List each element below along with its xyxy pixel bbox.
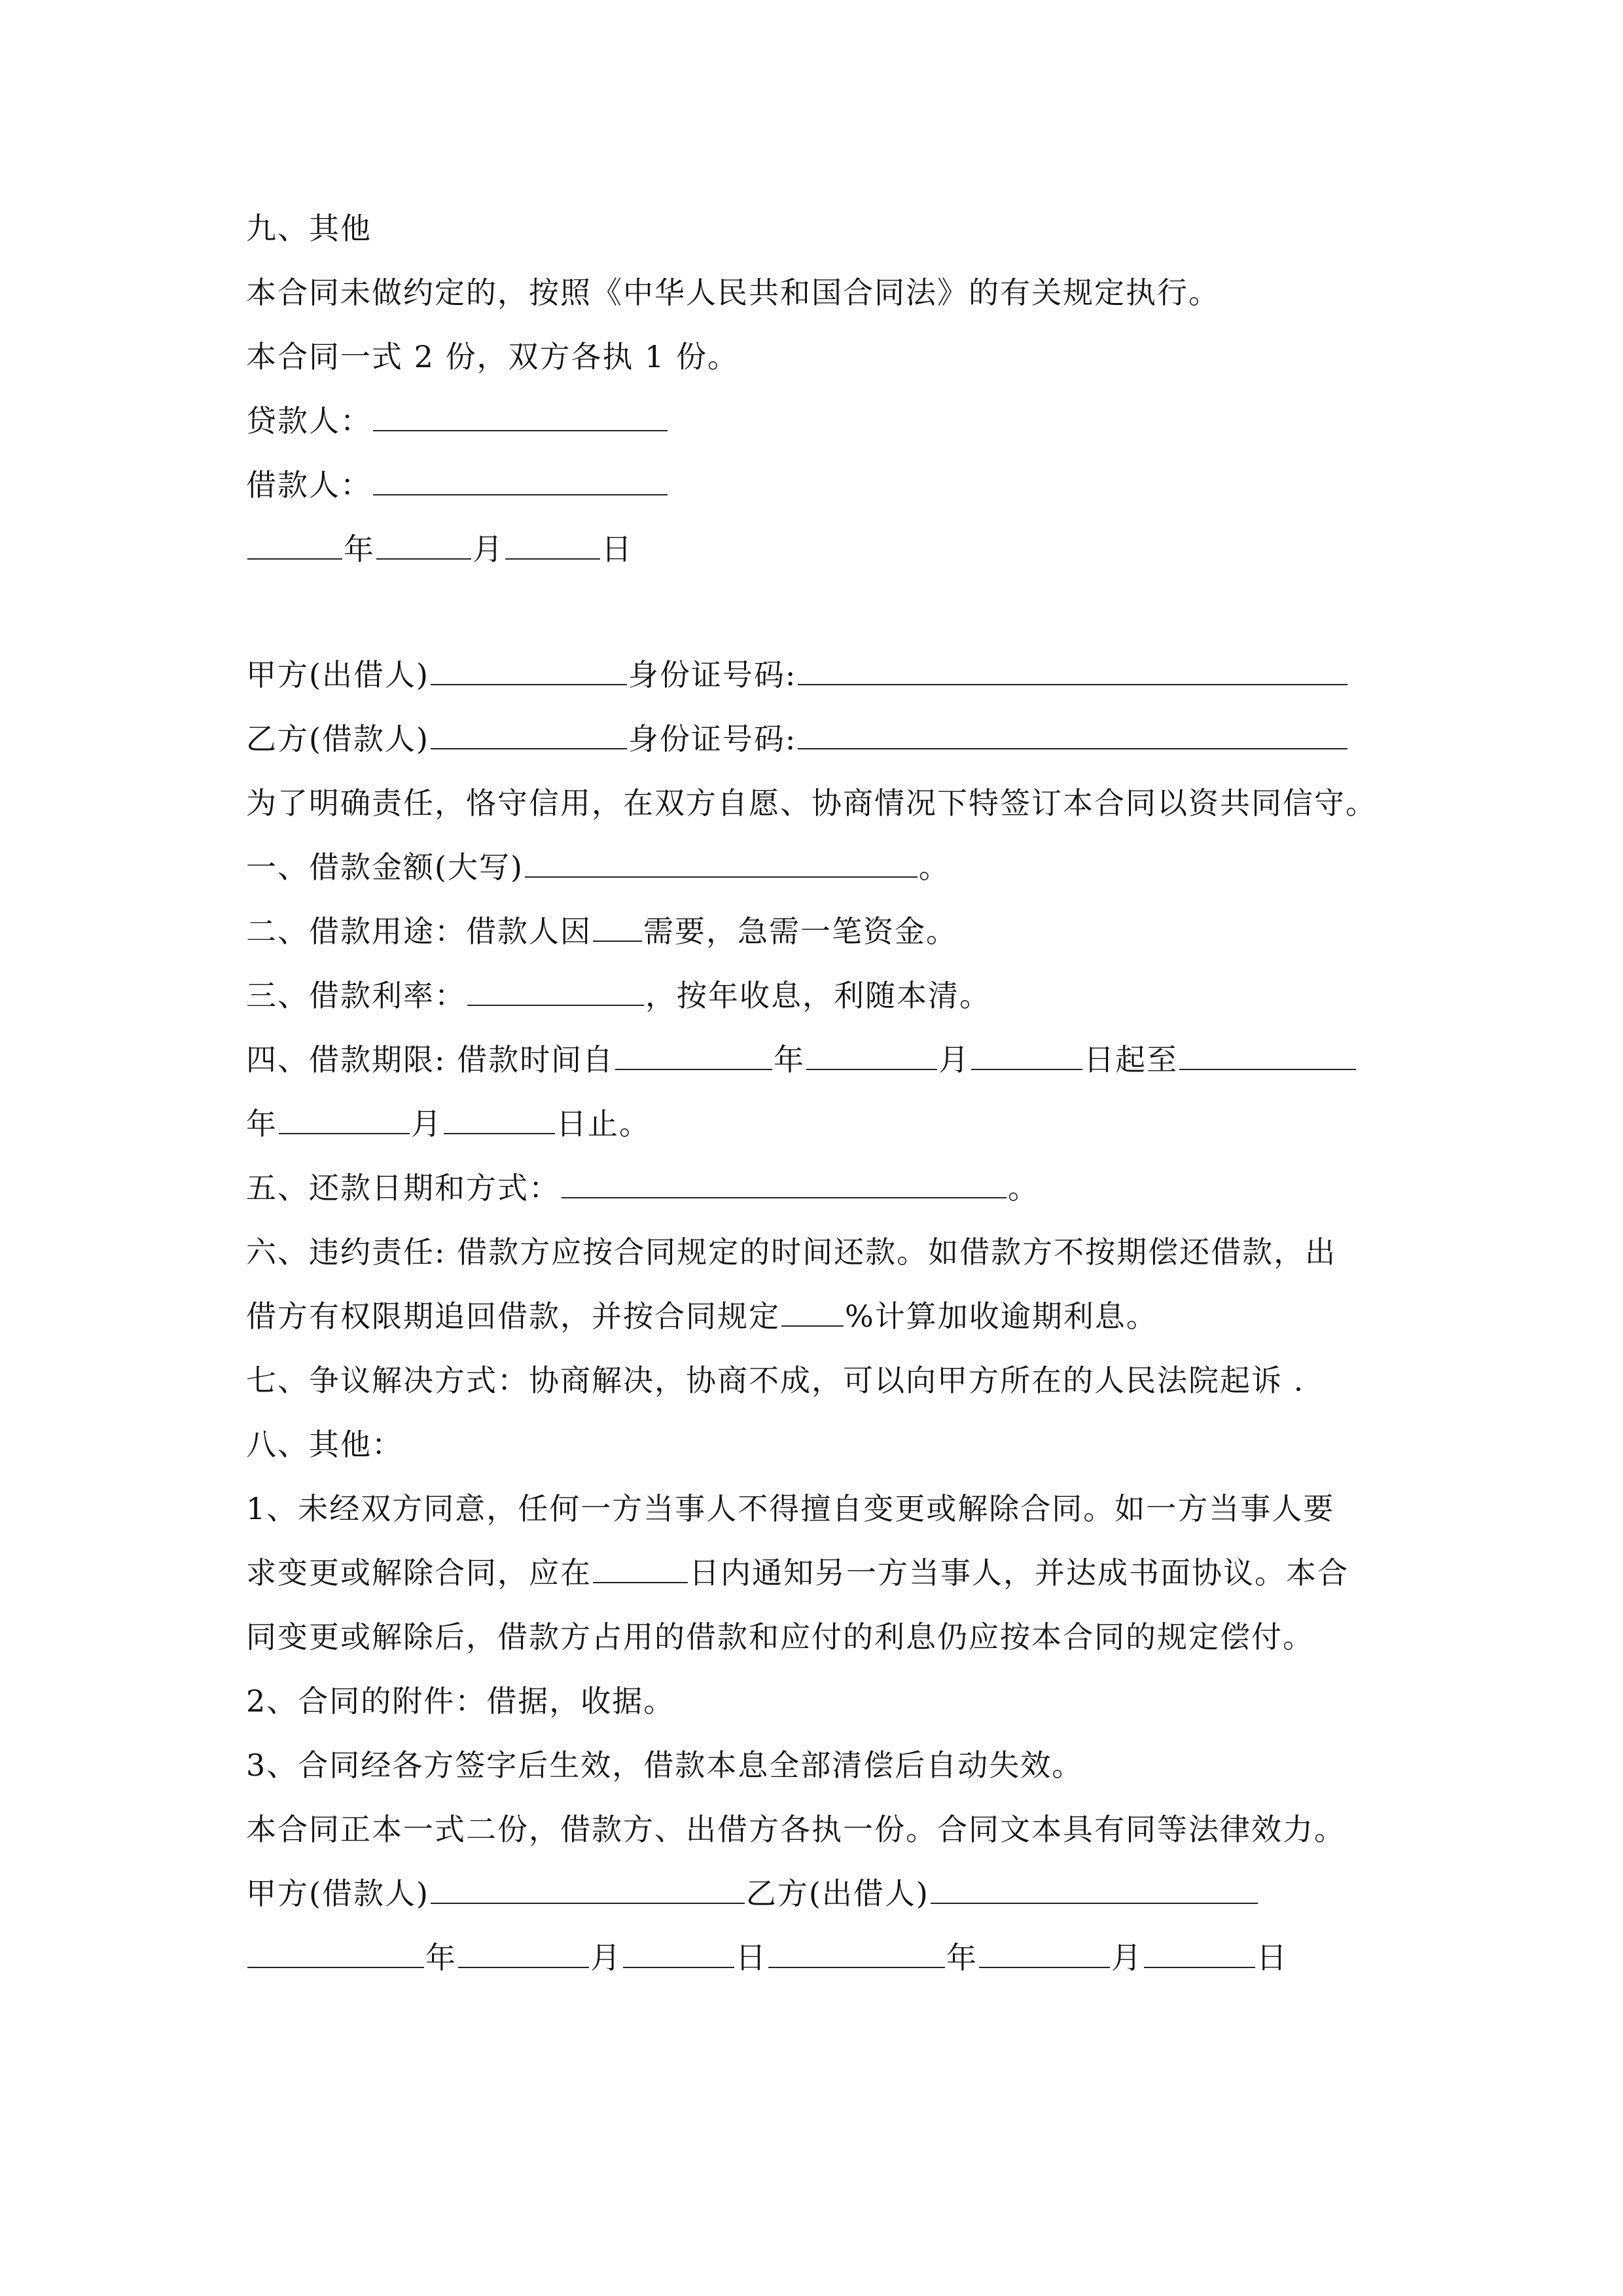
party-b-id-blank[interactable] — [798, 722, 1347, 749]
section-nine-text2: 本合同一式 2 份，双方各执 1 份。 — [246, 339, 740, 374]
term-to-year-blank[interactable] — [1179, 1043, 1356, 1070]
day-blank[interactable] — [505, 532, 600, 560]
borrower-signature-line: 借款人： — [246, 465, 669, 505]
item-3-rate: 三、借款利率： ，按年收息，利随本清。 — [246, 978, 991, 1013]
item-4-term: 四、借款期限: 借款时间自 年 月 日起至 — [246, 1039, 1357, 1080]
purpose-blank[interactable] — [593, 914, 642, 942]
lender-signature-line: 贷款人： — [246, 401, 669, 441]
item-1-amount: 一、借款金额(大写) 。 — [246, 850, 950, 885]
lender-blank[interactable] — [373, 404, 668, 431]
item-7-dispute: 七、争议解决方式：协商解决，协商不成，可以向甲方所在的人民法院起诉 . — [246, 1363, 1305, 1398]
item-8-3: 3、合同经各方签字后生效，借款本息全部清偿后自动失效。 — [246, 1748, 1084, 1783]
item-8-1-line3: 同变更或解除后，借款方占用的借款和应付的利息仍应按本合同的规定偿付。 — [246, 1619, 1314, 1655]
penalty-rate-blank[interactable] — [781, 1299, 844, 1327]
party-a-id-blank[interactable] — [798, 658, 1347, 685]
sign-a-year-blank[interactable] — [247, 1941, 424, 1968]
item-6-line2: 借方有权限期追回借款，并按合同规定 %计算加收逾期利息。 — [246, 1299, 1158, 1334]
sign-a-month-blank[interactable] — [458, 1941, 589, 1968]
item-4-term-cont: 年 月 日止。 — [246, 1106, 651, 1141]
preamble: 为了明确责任，恪守信用，在双方自愿、协商情况下特签订本合同以资共同信守。 — [246, 785, 1377, 821]
rate-blank[interactable] — [467, 978, 644, 1006]
item-8-1-line1: 1、未经双方同意，任何一方当事人不得擅自变更或解除合同。如一方当事人要 — [246, 1491, 1335, 1526]
sign-b-day-blank[interactable] — [1144, 1941, 1255, 1968]
amount-blank[interactable] — [525, 850, 918, 878]
year-blank[interactable] — [247, 532, 342, 560]
signature-line: 甲方(借款人) 乙方(出借人) — [246, 1873, 1259, 1914]
section-nine-title: 九、其他 — [246, 211, 372, 246]
item-8-title: 八、其他： — [246, 1427, 403, 1462]
party-a-line: 甲方(出借人) 身份证号码: — [246, 655, 1349, 695]
section-nine-text1: 本合同未做约定的，按照《中华人民共和国合同法》的有关规定执行。 — [246, 275, 1220, 310]
item-8-1-line2: 求变更或解除合同，应在 日内通知另一方当事人，并达成书面协议。本合 — [246, 1555, 1349, 1590]
notice-days-blank[interactable] — [593, 1556, 688, 1583]
sign-b-month-blank[interactable] — [979, 1941, 1110, 1968]
signature-date-line: 年 月 日 年 月 日 — [246, 1937, 1288, 1978]
sign-b-blank[interactable] — [931, 1876, 1258, 1904]
month-blank[interactable] — [376, 532, 471, 560]
party-b-line: 乙方(借款人) 身份证号码: — [246, 719, 1349, 759]
closing-statement: 本合同正本一式二份，借款方、出借方各执一份。合同文本具有同等法律效力。 — [246, 1812, 1346, 1847]
term-from-month-blank[interactable] — [806, 1043, 937, 1070]
sign-a-day-blank[interactable] — [623, 1941, 734, 1968]
item-6-line1: 六、违约责任: 借款方应按合同规定的时间还款。如借款方不按期偿还借款，出 — [246, 1234, 1337, 1270]
term-to-day-blank[interactable] — [444, 1107, 555, 1134]
term-from-day-blank[interactable] — [971, 1043, 1082, 1070]
item-8-2: 2、合同的附件：借据，收据。 — [246, 1683, 675, 1719]
sign-b-year-blank[interactable] — [768, 1941, 945, 1968]
sign-a-blank[interactable] — [431, 1876, 745, 1904]
borrower-blank[interactable] — [373, 468, 668, 495]
term-from-year-blank[interactable] — [615, 1043, 772, 1070]
item-5-repayment: 五、还款日期和方式： 。 — [246, 1170, 1039, 1206]
term-to-month-blank[interactable] — [279, 1107, 410, 1134]
date-line-1: 年 月 日 — [246, 529, 633, 569]
party-a-name-blank[interactable] — [431, 658, 627, 685]
party-b-name-blank[interactable] — [431, 722, 627, 749]
repayment-blank[interactable] — [562, 1171, 1007, 1198]
item-2-purpose: 二、借款用途：借款人因 需要，急需一笔资金。 — [246, 914, 957, 949]
